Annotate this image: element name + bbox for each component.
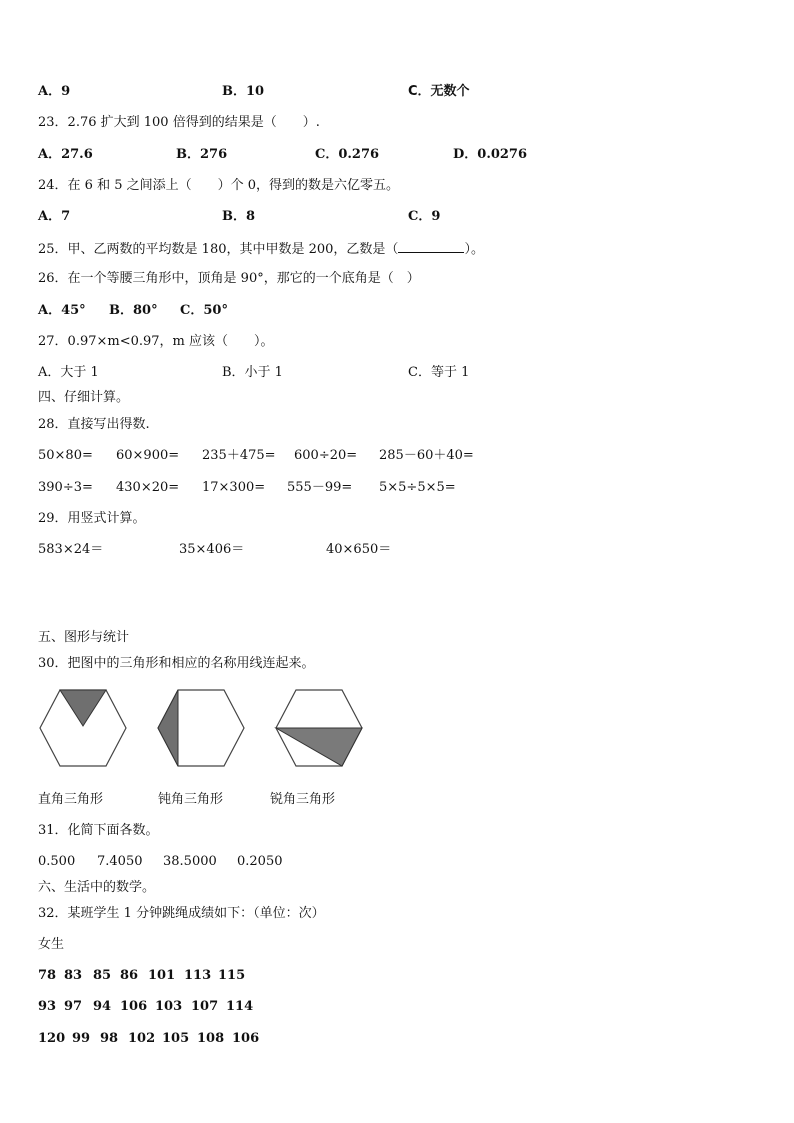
q28-item: 50×80= xyxy=(38,448,93,463)
q26-option-c: C．50° xyxy=(180,303,228,318)
q31-number: 7.4050 xyxy=(97,854,143,869)
q25-stem xyxy=(38,240,484,258)
section-6-title: 六、生活中的数学。 xyxy=(38,880,156,895)
score-cell: 113 xyxy=(184,968,212,983)
q29-item: 40×650＝ xyxy=(326,542,392,557)
q24-option-b: B．8 xyxy=(222,209,256,224)
q23-option-d: D．0.0276 xyxy=(453,147,528,162)
q23-stem: 23．2.76 扩大到 100 倍得到的结果是（ ）. xyxy=(38,115,320,130)
q28-item: 600÷20= xyxy=(294,448,358,463)
label-right-triangle: 直角三角形 xyxy=(38,792,104,807)
q28-item: 390÷3= xyxy=(38,480,93,495)
q26-option-b: B．80° xyxy=(109,303,158,318)
q28-item: 5×5÷5×5= xyxy=(379,480,456,495)
q28-item: 235＋475= xyxy=(202,448,276,463)
hexagon-figure-2 xyxy=(156,688,246,768)
section-5-title: 五、图形与统计 xyxy=(38,630,130,645)
q31-number: 38.5000 xyxy=(163,854,217,869)
q28-item: 430×20= xyxy=(116,480,180,495)
q26-option-a: A．45° xyxy=(38,303,86,318)
q23-option-a: A．27.6 xyxy=(38,147,93,162)
q28-item: 60×900= xyxy=(116,448,180,463)
q31-number: 0.500 xyxy=(38,854,76,869)
q25-answer-blank[interactable] xyxy=(398,240,464,253)
label-acute-triangle: 锐角三角形 xyxy=(270,792,336,807)
score-cell: 103 xyxy=(155,999,183,1014)
q32-stem: 32．某班学生 1 分钟跳绳成绩如下：（单位：次） xyxy=(38,906,325,921)
q28-item: 17×300= xyxy=(202,480,266,495)
score-cell: 97 xyxy=(64,999,83,1014)
q27-stem: 27．0.97×m<0.97，m 应该（ ）。 xyxy=(38,334,274,349)
score-cell: 85 xyxy=(93,968,112,983)
score-cell: 115 xyxy=(218,968,246,983)
score-cell: 101 xyxy=(148,968,176,983)
q22-option-c: C．无数个 xyxy=(408,84,470,99)
q24-stem: 24．在 6 和 5 之间添上（ ）个 0，得到的数是六亿零五。 xyxy=(38,178,400,193)
score-cell: 98 xyxy=(100,1031,119,1046)
score-cell: 86 xyxy=(120,968,139,983)
score-cell: 106 xyxy=(232,1031,260,1046)
score-cell: 94 xyxy=(93,999,112,1014)
q31-number: 0.2050 xyxy=(237,854,283,869)
q24-option-a: A．7 xyxy=(38,209,71,224)
q31-stem: 31．化简下面各数。 xyxy=(38,823,159,838)
score-cell: 120 xyxy=(38,1031,66,1046)
q23-option-c: C．0.276 xyxy=(315,147,380,162)
score-cell: 99 xyxy=(72,1031,91,1046)
score-cell: 93 xyxy=(38,999,57,1014)
score-cell: 83 xyxy=(64,968,83,983)
score-cell: 107 xyxy=(191,999,219,1014)
shaded-triangle-obtuse xyxy=(158,690,178,766)
section-4-title: 四、仔细计算。 xyxy=(38,390,130,405)
score-cell: 78 xyxy=(38,968,57,983)
q27-option-c: C．等于 1 xyxy=(408,365,470,380)
q32-group-label: 女生 xyxy=(38,937,65,952)
hexagon-figure-1 xyxy=(38,688,128,768)
q28-stem: 28．直接写出得数. xyxy=(38,417,150,432)
q28-item: 285－60＋40= xyxy=(379,448,474,463)
score-cell: 106 xyxy=(120,999,148,1014)
q22-option-b: B．10 xyxy=(222,84,265,99)
q22-option-a: A．9 xyxy=(38,84,71,99)
q28-item: 555－99= xyxy=(287,480,353,495)
q30-stem: 30．把图中的三角形和相应的名称用线连起来。 xyxy=(38,656,315,671)
q29-item: 35×406＝ xyxy=(179,542,245,557)
q25-stem-b: ）。 xyxy=(464,242,484,257)
q23-option-b: B．276 xyxy=(176,147,228,162)
score-cell: 108 xyxy=(197,1031,225,1046)
q25-stem-a: 25．甲、乙两数的平均数是 180，其中甲数是 200，乙数是（ xyxy=(38,242,399,257)
score-cell: 114 xyxy=(226,999,254,1014)
q29-stem: 29．用竖式计算。 xyxy=(38,511,146,526)
q27-option-a: A．大于 1 xyxy=(38,365,99,380)
q27-option-b: B．小于 1 xyxy=(222,365,283,380)
q24-option-c: C．9 xyxy=(408,209,441,224)
hexagon-figure-3 xyxy=(274,688,364,768)
q26-stem: 26．在一个等腰三角形中，顶角是 90°，那它的一个底角是（ ） xyxy=(38,271,420,286)
score-cell: 102 xyxy=(128,1031,156,1046)
q29-item: 583×24＝ xyxy=(38,542,104,557)
score-cell: 105 xyxy=(162,1031,190,1046)
label-obtuse-triangle: 钝角三角形 xyxy=(158,792,224,807)
